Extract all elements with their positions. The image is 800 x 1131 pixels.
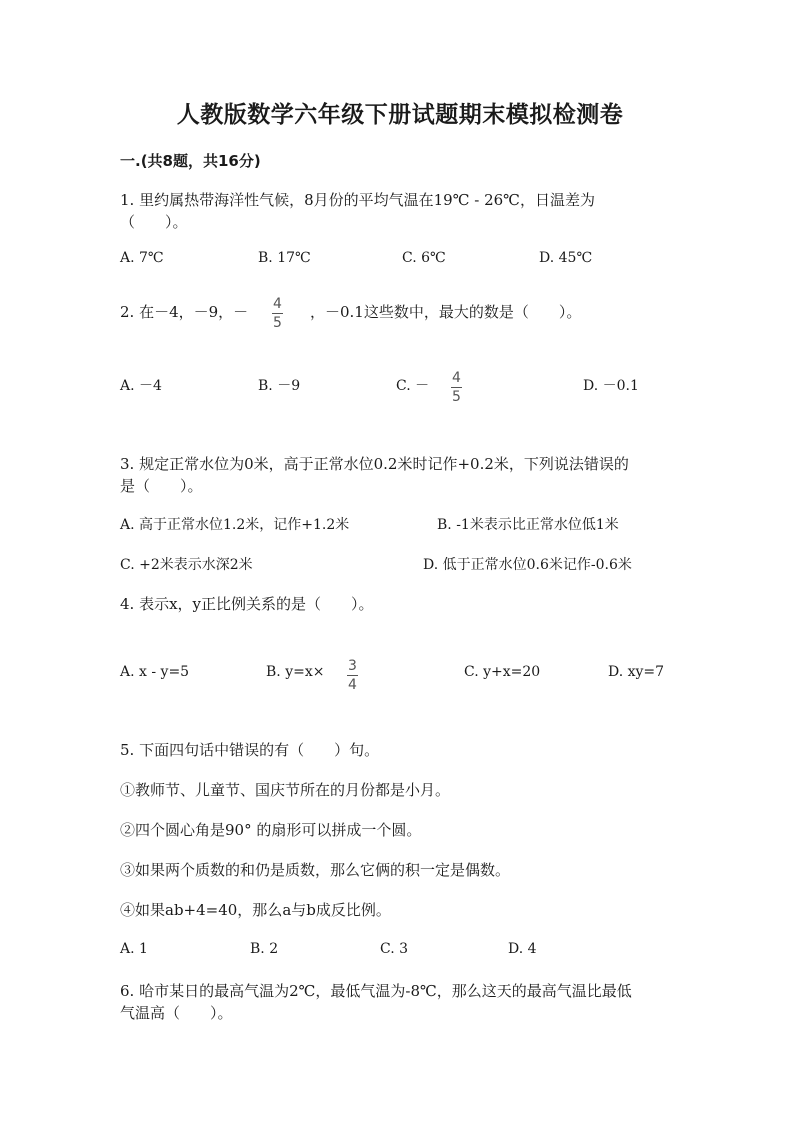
statement-4: ④如果ab+4=40，那么a与b成反比例。 xyxy=(120,901,391,919)
question-3-text-cont: 是（ ）。 xyxy=(120,477,203,495)
statement-2: ②四个圆心角是90° 的扇形可以拼成一个圆。 xyxy=(120,821,422,839)
question-2-option-c[interactable]: C. － xyxy=(396,378,430,394)
question-3-option-d[interactable]: D. 低于正常水位0.6米记作-0.6米 xyxy=(423,557,632,573)
fraction-bar xyxy=(451,387,462,388)
question-3-option-a[interactable]: A. 高于正常水位1.2米，记作+1.2米 xyxy=(120,517,350,533)
fraction-numerator: 3 xyxy=(348,658,357,674)
question-1-option-a[interactable]: A. 7℃ xyxy=(120,250,164,266)
question-4-option-d[interactable]: D. xy=7 xyxy=(608,664,665,680)
question-1-text: 1. 里约属热带海洋性气候，8月份的平均气温在19℃ - 26℃，日温差为 xyxy=(120,191,595,209)
question-4-option-a[interactable]: A. x - y=5 xyxy=(120,664,190,680)
page-title: 人教版数学六年级下册试题期末模拟检测卷 xyxy=(176,102,624,128)
question-4-option-b[interactable]: B. y=x× xyxy=(266,664,325,680)
question-5-option-a[interactable]: A. 1 xyxy=(120,941,148,957)
fraction-bar xyxy=(347,675,358,676)
question-5-option-c[interactable]: C. 3 xyxy=(380,941,409,957)
question-2-text-cont: ，－0.1这些数中，最大的数是（ ）。 xyxy=(310,303,582,321)
option-c-fraction xyxy=(451,370,462,405)
question-5-option-d[interactable]: D. 4 xyxy=(508,941,537,957)
section-heading: 一.(共8题，共16分) xyxy=(120,152,261,170)
question-6-text-cont: 气温高（ ）。 xyxy=(120,1004,233,1022)
fraction-denominator: 4 xyxy=(348,677,357,693)
question-3-option-c[interactable]: C. +2米表示水深2米 xyxy=(120,557,253,573)
fraction-numerator: 4 xyxy=(452,370,461,386)
fraction-bar xyxy=(272,313,283,314)
fraction-denominator: 5 xyxy=(452,389,461,405)
question-2-option-a[interactable]: A. －4 xyxy=(120,378,162,394)
question-5-option-b[interactable]: B. 2 xyxy=(250,941,279,957)
question-6-text: 6. 哈市某日的最高气温为2℃，最低气温为-8℃，那么这天的最高气温比最低 xyxy=(120,982,632,1000)
question-2-option-b[interactable]: B. －9 xyxy=(258,378,301,394)
question-1-option-b[interactable]: B. 17℃ xyxy=(258,250,311,266)
question-4-option-c[interactable]: C. y+x=20 xyxy=(464,664,541,680)
question-2-text: 2. 在－4，－9，－ xyxy=(120,303,249,321)
question-4-text: 4. 表示x，y正比例关系的是（ ）。 xyxy=(120,595,374,613)
option-b-fraction xyxy=(347,658,358,693)
question-1-option-c[interactable]: C. 6℃ xyxy=(402,250,446,266)
statement-3: ③如果两个质数的和仍是质数，那么它俩的积一定是偶数。 xyxy=(120,861,511,879)
statement-1: ①教师节、儿童节、国庆节所在的月份都是小月。 xyxy=(120,781,451,799)
question-3-option-b[interactable]: B. -1米表示比正常水位低1米 xyxy=(437,517,619,533)
question-1-text-cont: （ ）。 xyxy=(120,213,188,231)
question-1-option-d[interactable]: D. 45℃ xyxy=(539,250,593,266)
fraction-denominator: 5 xyxy=(273,315,282,331)
fraction-numerator: 4 xyxy=(273,296,282,312)
question-2-option-d[interactable]: D. －0.1 xyxy=(583,378,639,394)
question-5-text: 5. 下面四句话中错误的有（ ）句。 xyxy=(120,741,380,759)
question-3-text: 3. 规定正常水位为0米，高于正常水位0.2米时记作+0.2米，下列说法错误的 xyxy=(120,455,629,473)
fraction xyxy=(272,296,283,331)
